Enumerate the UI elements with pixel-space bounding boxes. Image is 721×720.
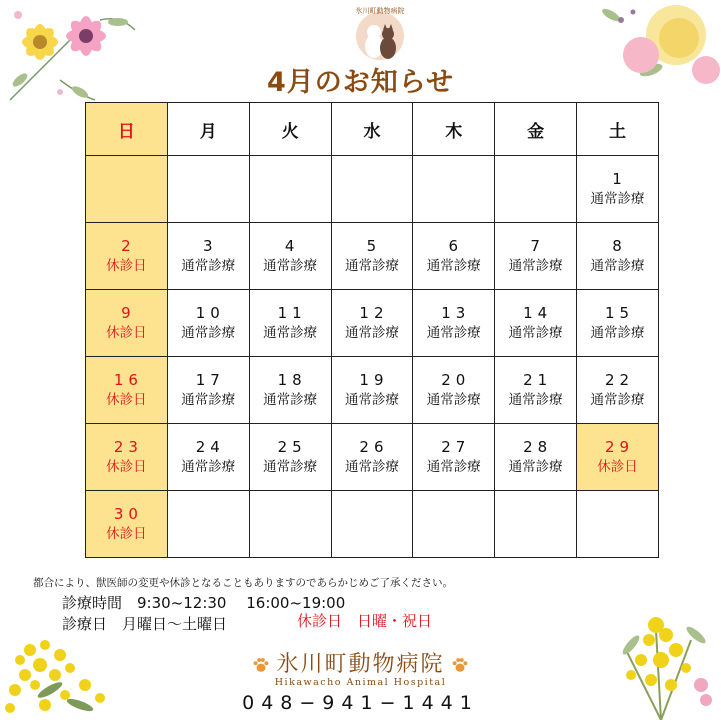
calendar-week-row [86, 357, 659, 424]
weekday-thu: 木 [413, 103, 495, 156]
hospital-logo [345, 2, 415, 66]
day-number: 8 [612, 237, 627, 255]
day-status: 休診日 [106, 526, 147, 542]
day-number: 15 [604, 304, 635, 322]
day-number: 26 [359, 438, 389, 456]
day-number: 30 [113, 505, 143, 523]
phone-number: 048−941−1441 [242, 692, 479, 714]
day-number: 4 [284, 237, 300, 255]
day-number: 28 [523, 438, 553, 456]
calendar-day-cell [577, 424, 659, 491]
day-number: 2 [121, 237, 136, 255]
day-status: 通常診療 [263, 258, 318, 274]
day-status: 通常診療 [590, 258, 645, 274]
calendar-day-cell [167, 357, 249, 424]
weekday-header-row [86, 103, 659, 156]
day-number: 18 [277, 371, 307, 389]
day-status: 通常診療 [263, 325, 318, 341]
day-status: 休診日 [106, 459, 147, 475]
calendar-day-cell [249, 290, 331, 357]
calendar-day-cell [167, 491, 249, 558]
day-status: 休診日 [106, 325, 147, 341]
calendar-day-cell [577, 357, 659, 424]
hospital-name-row [0, 647, 721, 678]
calendar-day-cell [577, 491, 659, 558]
calendar-day-cell [577, 223, 659, 290]
notice-text: 都合により、獣医師の変更や休診となることもありますのであらかじめご了承ください。 [33, 577, 453, 589]
calendar-day-cell [331, 290, 413, 357]
calendar-day-cell [249, 223, 331, 290]
calendar-day-cell [331, 223, 413, 290]
day-status: 通常診療 [344, 459, 399, 475]
calendar-day-cell [495, 223, 577, 290]
weekday-tue: 火 [249, 103, 331, 156]
calendar-day-cell [331, 424, 413, 491]
weekday-sat: 土 [577, 103, 659, 156]
day-status: 通常診療 [426, 325, 481, 341]
page-title: 4月のお知らせ [267, 67, 454, 98]
day-number: 25 [277, 438, 307, 456]
day-status: 通常診療 [181, 459, 236, 475]
calendar-day-cell [167, 290, 249, 357]
calendar-day-cell [413, 223, 495, 290]
calendar-day-cell [86, 156, 168, 223]
day-status: 通常診療 [508, 392, 563, 408]
day-status: 通常診療 [590, 191, 645, 207]
calendar-day-cell [495, 424, 577, 491]
day-number: 1 [612, 170, 627, 188]
calendar-table [85, 102, 659, 558]
calendar-week-row [86, 223, 659, 290]
calendar-day-cell [167, 156, 249, 223]
day-number: 17 [195, 371, 225, 389]
day-status: 通常診療 [508, 459, 563, 475]
closed-days: 休診日 日曜・祝日 [297, 612, 433, 630]
weekday-mon: 月 [167, 103, 249, 156]
calendar-day-cell [495, 156, 577, 223]
clinic-days: 診療日 月曜日～土曜日 [62, 615, 228, 633]
calendar-day-cell [331, 491, 413, 558]
hospital-name: 氷川町動物病院 [276, 652, 445, 677]
day-status: 通常診療 [508, 258, 563, 274]
day-status: 休診日 [106, 258, 147, 274]
calendar-day-cell [495, 290, 577, 357]
day-number: 6 [448, 237, 464, 255]
calendar-day-cell [331, 357, 413, 424]
svg-text:氷川町動物病院: 氷川町動物病院 [355, 7, 405, 15]
day-status: 通常診療 [181, 258, 236, 274]
calendar-day-cell [413, 357, 495, 424]
day-number: 24 [195, 438, 225, 456]
hospital-name-english: Hikawacho Animal Hospital [274, 677, 447, 688]
calendar-day-cell [167, 223, 249, 290]
day-status: 通常診療 [426, 258, 481, 274]
day-number: 20 [441, 371, 471, 389]
day-status: 通常診療 [508, 325, 563, 341]
day-status: 通常診療 [590, 392, 645, 408]
day-number: 19 [359, 371, 389, 389]
calendar-day-cell [249, 491, 331, 558]
calendar-day-cell [577, 290, 659, 357]
weekday-wed: 水 [331, 103, 413, 156]
day-number: 10 [195, 304, 225, 322]
day-status: 通常診療 [263, 392, 318, 408]
paw-icon [451, 656, 469, 674]
day-status: 通常診療 [344, 392, 399, 408]
weekday-sun: 日 [86, 103, 168, 156]
calendar-day-cell [413, 290, 495, 357]
day-status: 通常診療 [426, 459, 481, 475]
calendar-day-cell [86, 290, 168, 357]
weekday-fri: 金 [495, 103, 577, 156]
calendar-week-row [86, 424, 659, 491]
day-status: 通常診療 [344, 258, 399, 274]
paw-icon [252, 656, 270, 674]
calendar-week-row [86, 290, 659, 357]
calendar-day-cell [249, 156, 331, 223]
calendar-day-cell [413, 491, 495, 558]
calendar-day-cell [577, 156, 659, 223]
calendar-day-cell [413, 156, 495, 223]
day-number: 5 [366, 237, 382, 255]
day-number: 27 [441, 438, 471, 456]
day-number: 21 [523, 371, 553, 389]
calendar-day-cell [413, 424, 495, 491]
day-number: 13 [441, 304, 471, 322]
day-number: 16 [113, 371, 143, 389]
calendar-day-cell [331, 156, 413, 223]
day-number: 29 [604, 438, 635, 456]
calendar-day-cell [86, 491, 168, 558]
day-number: 3 [202, 237, 218, 255]
day-number: 12 [359, 304, 389, 322]
day-status: 通常診療 [263, 459, 318, 475]
clinic-hours: 診療時間 9:30~12:30 16:00~19:00 [62, 594, 346, 612]
day-number: 14 [523, 304, 553, 322]
calendar-day-cell [249, 424, 331, 491]
calendar-day-cell [86, 424, 168, 491]
calendar-week-row [86, 491, 659, 558]
calendar-day-cell [86, 223, 168, 290]
calendar-week-row [86, 156, 659, 223]
calendar-day-cell [495, 357, 577, 424]
day-number: 22 [604, 371, 635, 389]
day-status: 休診日 [106, 392, 147, 408]
calendar-day-cell [167, 424, 249, 491]
day-status: 通常診療 [181, 392, 236, 408]
day-status: 通常診療 [590, 325, 645, 341]
day-number: 9 [121, 304, 136, 322]
day-status: 休診日 [597, 459, 638, 475]
day-status: 通常診療 [426, 392, 481, 408]
day-number: 23 [113, 438, 143, 456]
calendar-day-cell [495, 491, 577, 558]
day-number: 11 [277, 304, 307, 322]
day-status: 通常診療 [181, 325, 236, 341]
calendar-day-cell [86, 357, 168, 424]
day-status: 通常診療 [344, 325, 399, 341]
calendar-day-cell [249, 357, 331, 424]
day-number: 7 [530, 237, 545, 255]
